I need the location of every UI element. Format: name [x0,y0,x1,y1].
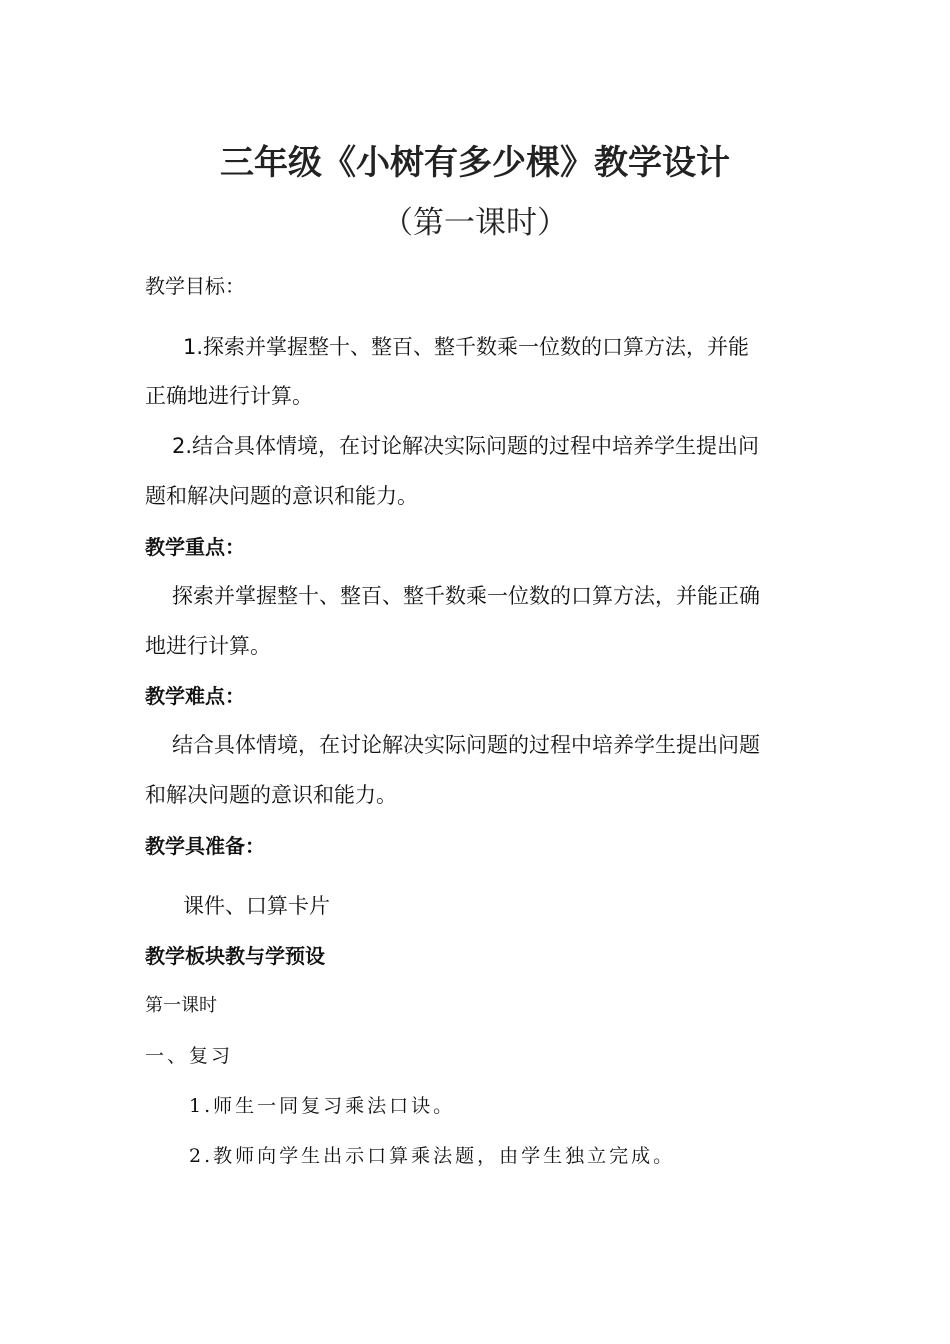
review-item-2: 2.教师向学生出示口算乘法题，由学生独立完成。 [189,1145,676,1167]
materials-label: 教学具准备： [145,834,265,858]
review-heading: 一、复习 [145,1045,234,1067]
objectives-label: 教学目标： [145,274,245,298]
document-subtitle: （第一课时） [382,205,568,241]
objective-2-line-2: 题和解决问题的意识和能力。 [145,484,418,508]
key-points-line-1: 探索并掌握整十、整百、整千数乘一位数的口算方法，并能正确 [172,584,760,608]
objective-1-line-2: 正确地进行计算。 [145,384,313,408]
section-heading: 教学板块教与学预设 [145,944,325,968]
materials-text: 课件、口算卡片 [183,894,330,918]
difficulties-line-1: 结合具体情境，在讨论解决实际问题的过程中培养学生提出问题 [172,733,760,757]
difficulties-label: 教学难点： [145,684,245,708]
review-item-1: 1.师生一同复习乘法口诀。 [189,1095,456,1117]
key-points-line-2: 地进行计算。 [145,634,271,658]
difficulties-line-2: 和解决问题的意识和能力。 [145,783,397,807]
key-points-label: 教学重点： [145,535,245,559]
objective-2-line-1: 2.结合具体情境，在讨论解决实际问题的过程中培养学生提出问 [172,434,760,458]
lesson-label: 第一课时 [145,995,217,1016]
document-title: 三年级《小树有多少棵》教学设计 [220,143,730,183]
objective-1-line-1: 1.探索并掌握整十、整百、整千数乘一位数的口算方法，并能 [183,335,750,359]
